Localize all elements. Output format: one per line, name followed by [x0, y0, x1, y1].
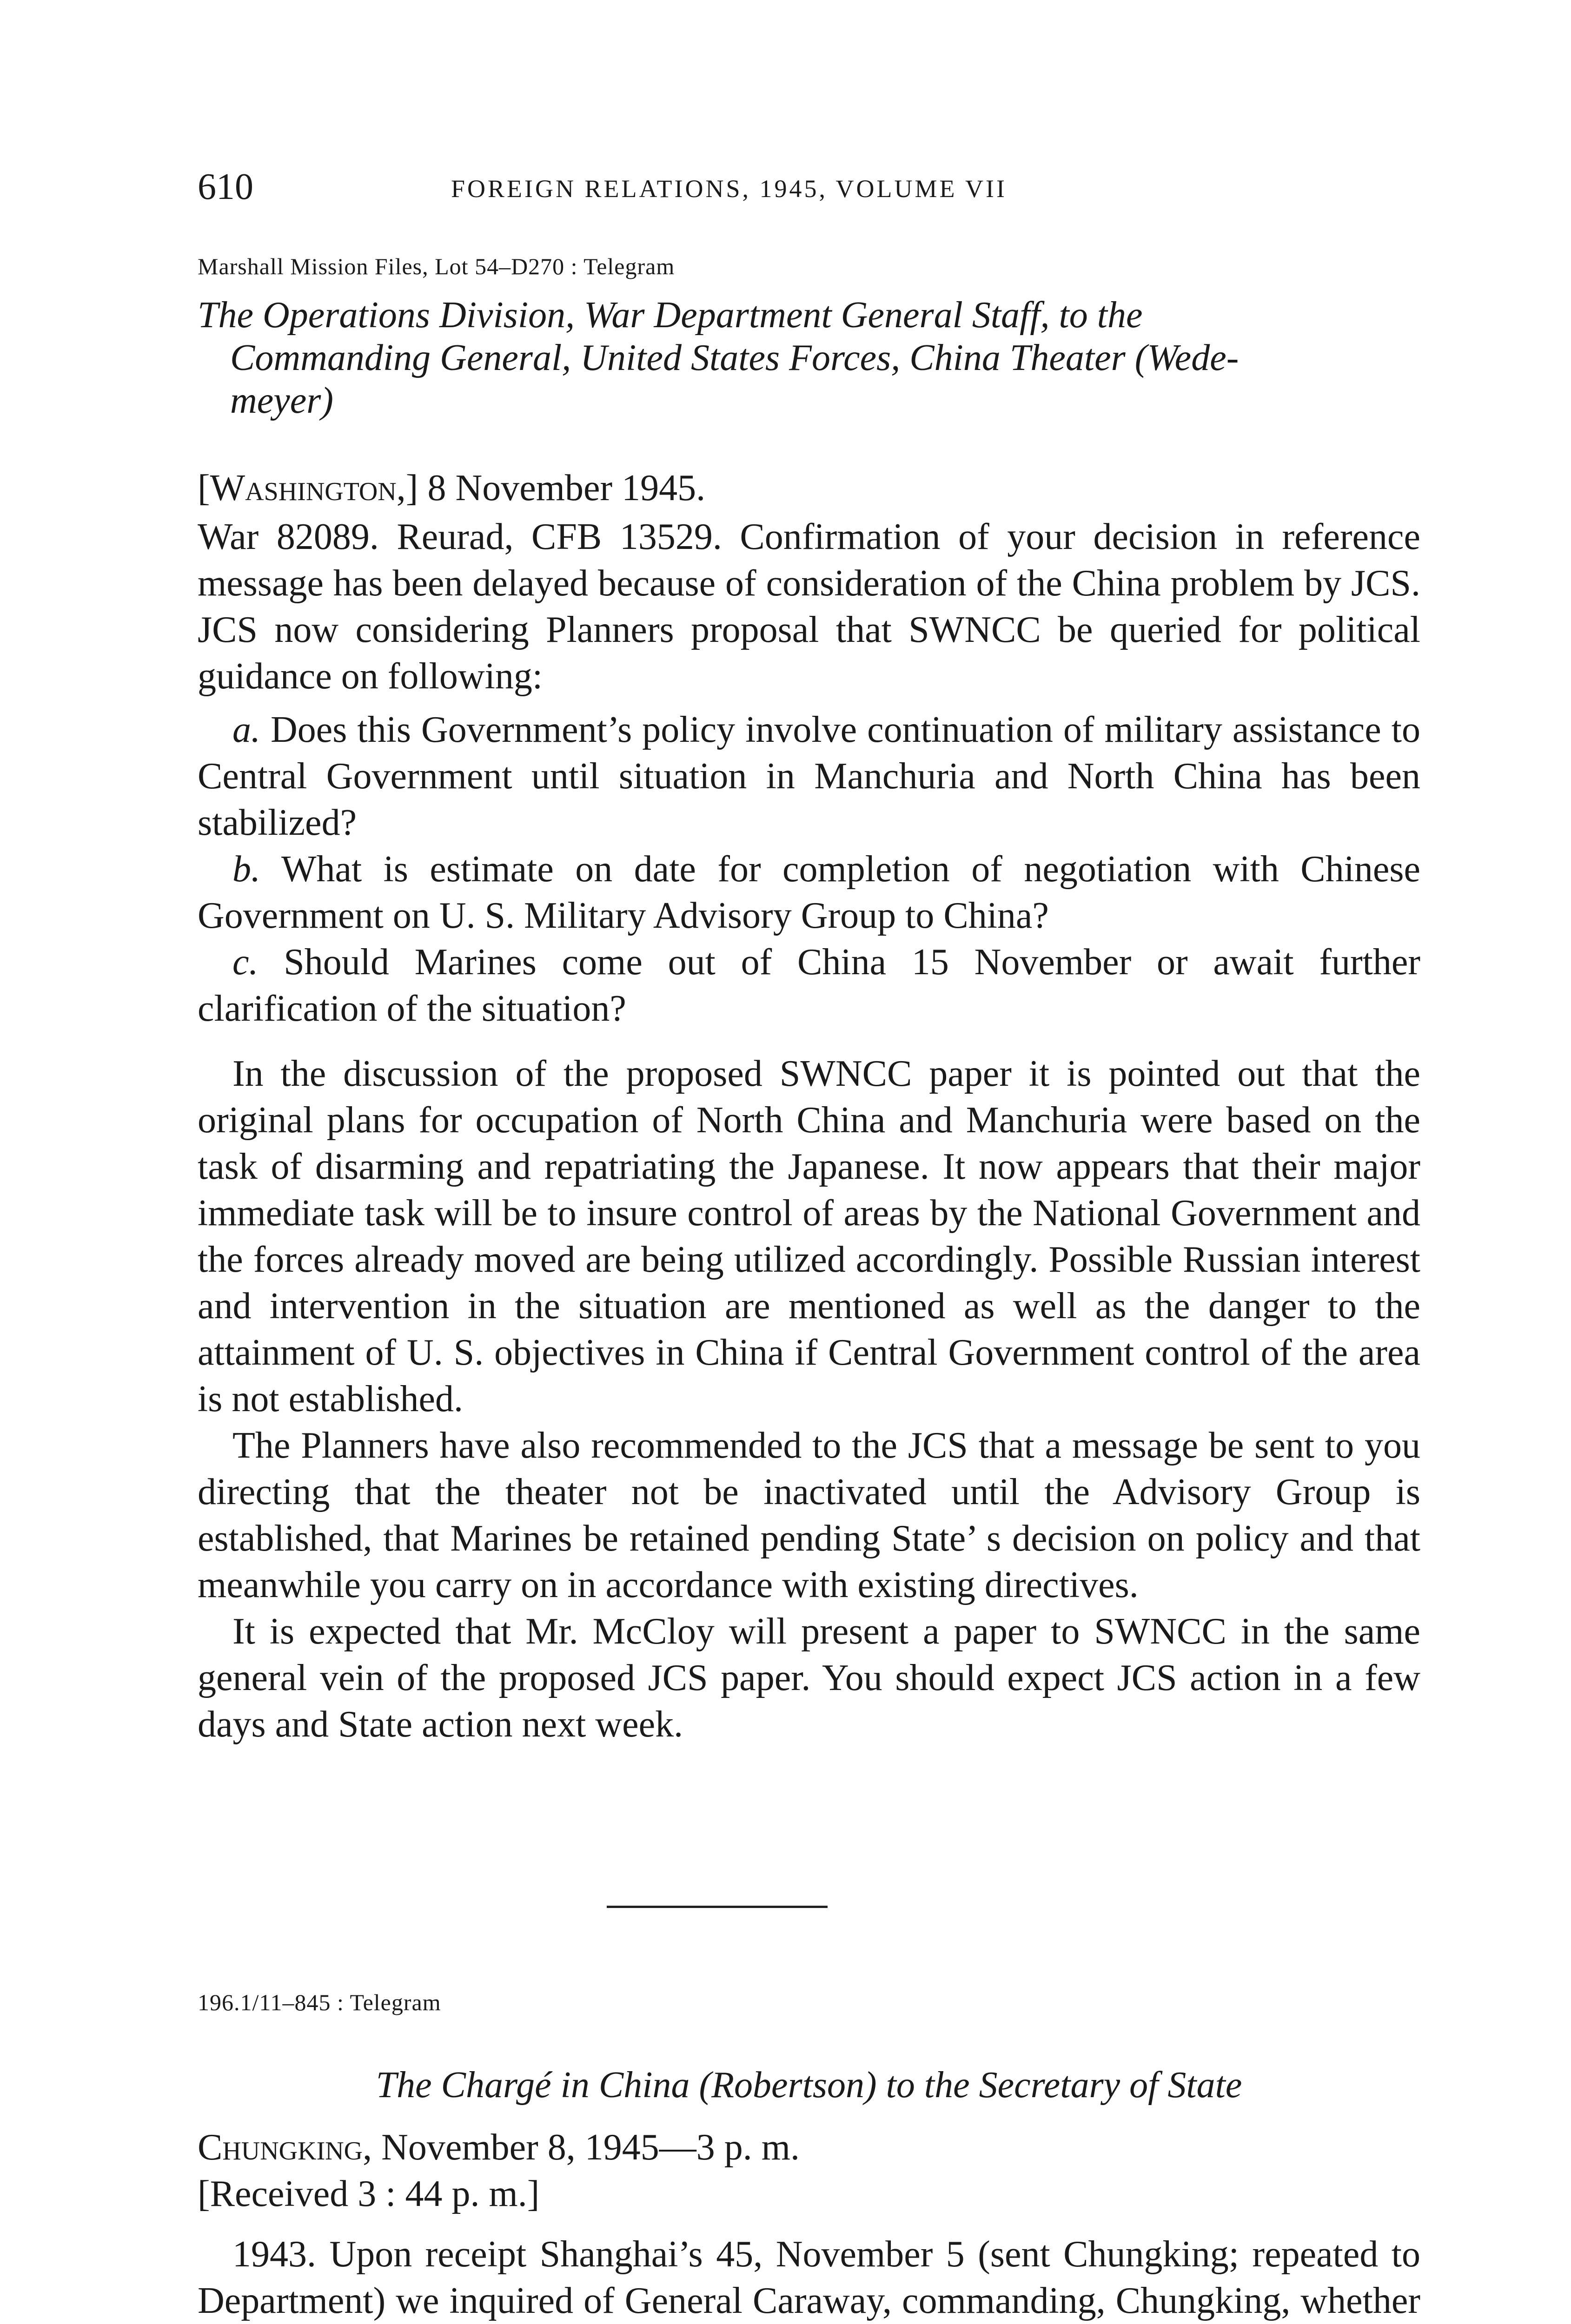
doc1-intro: War 82089. Reurad, CFB 13529. Confirmation of your decision in reference message has been delayed because of consideration of the China problem by JCS. JCS now considering Planners proposal that SWNCC be queried for political guidance on following:	[198, 516, 1420, 697]
doc1-heading-line1: The Operations Division, War Department General Staff, to the	[198, 295, 1143, 336]
item-b-letter: b.	[232, 849, 260, 890]
item-b-text: What is estimate on date for completion of negotiation with Chinese Government on U. S. Military Advisory Group to China?	[198, 849, 1420, 936]
doc1-para1: In the discussion of the proposed SWNCC paper it is pointed out that the original plans for occupation of North China and Manchuria were based on the task of disarming and repatriating the Japanese. It now appears that their major immediate task will be to insure control of areas by the National Government and the forces already moved are being utilized accordingly. Possible Russian interest and intervention in the situation are mentioned as well as the danger to the attainment of U. S. objectives in China if Central Government control of the area is not established.	[198, 1053, 1420, 1419]
doc1-place: Washington	[210, 468, 397, 508]
doc1-dateline	[198, 465, 1420, 511]
running-head	[198, 164, 1420, 215]
doc1-para3: It is expected that Mr. McCloy will present a paper to SWNCC in the same general vein of the proposed JCS paper. You should expect JCS action in a few days and State action next week.	[198, 1611, 1420, 1745]
doc2-body	[198, 2231, 1420, 2324]
doc1-source: Marshall Mission Files, Lot 54–D270 : Telegram	[198, 253, 675, 279]
doc2-received: [Received 3 : 44 p. m.]	[198, 2173, 540, 2214]
doc1-heading	[198, 294, 1420, 422]
item-a-text: Does this Government’s policy involve continuation of military assistance to Central Government until situation in Manchuria and North China has been stabilized?	[198, 709, 1421, 843]
doc2-place: Chungking	[198, 2127, 363, 2168]
doc1-para2: The Planners have also recommended to the JCS that a message be sent to you directing that the theater not be inactivated until the Advisory Group is established, that Marines be retained pending State’ s decision on policy and that meanwhile you carry on in accordance with existing directives.	[198, 1425, 1420, 1605]
doc2-dateline	[198, 2124, 1420, 2171]
doc1-heading-line3: meyer)	[230, 380, 334, 421]
running-title: FOREIGN RELATIONS, 1945, VOLUME VII	[451, 175, 1007, 203]
page-number: 610	[198, 166, 253, 207]
doc2-heading: The Chargé in China (Robertson) to the Secretary of State	[376, 2065, 1242, 2106]
item-c-text: Should Marines come out of China 15 November or await further clarification of the situation?	[198, 942, 1421, 1029]
dateline-bracket-open: [	[198, 468, 210, 508]
doc2-date: , November 8, 1945—3 p. m.	[363, 2127, 800, 2168]
doc1-body	[198, 514, 1420, 1748]
doc1-heading-line2: Commanding General, United States Forces, China Theater (Wede-	[230, 337, 1239, 378]
doc1-item-b	[198, 846, 1420, 939]
dateline-bracket-close: ,]	[396, 468, 418, 508]
doc2-source: 196.1/11–845 : Telegram	[198, 1989, 441, 2015]
doc1-item-a	[198, 706, 1420, 846]
section-divider	[607, 1906, 828, 1908]
item-a-letter: a.	[232, 709, 260, 750]
doc2-para1: 1943. Upon receipt Shanghai’s 45, November 5 (sent Chungking; repeated to Department) we inquired of General Caraway, commanding, Chungking, whether	[198, 2234, 1420, 2321]
doc1-item-c	[198, 939, 1420, 1032]
item-c-letter: c.	[232, 942, 259, 983]
doc1-date: 8 November 1945.	[427, 468, 706, 508]
